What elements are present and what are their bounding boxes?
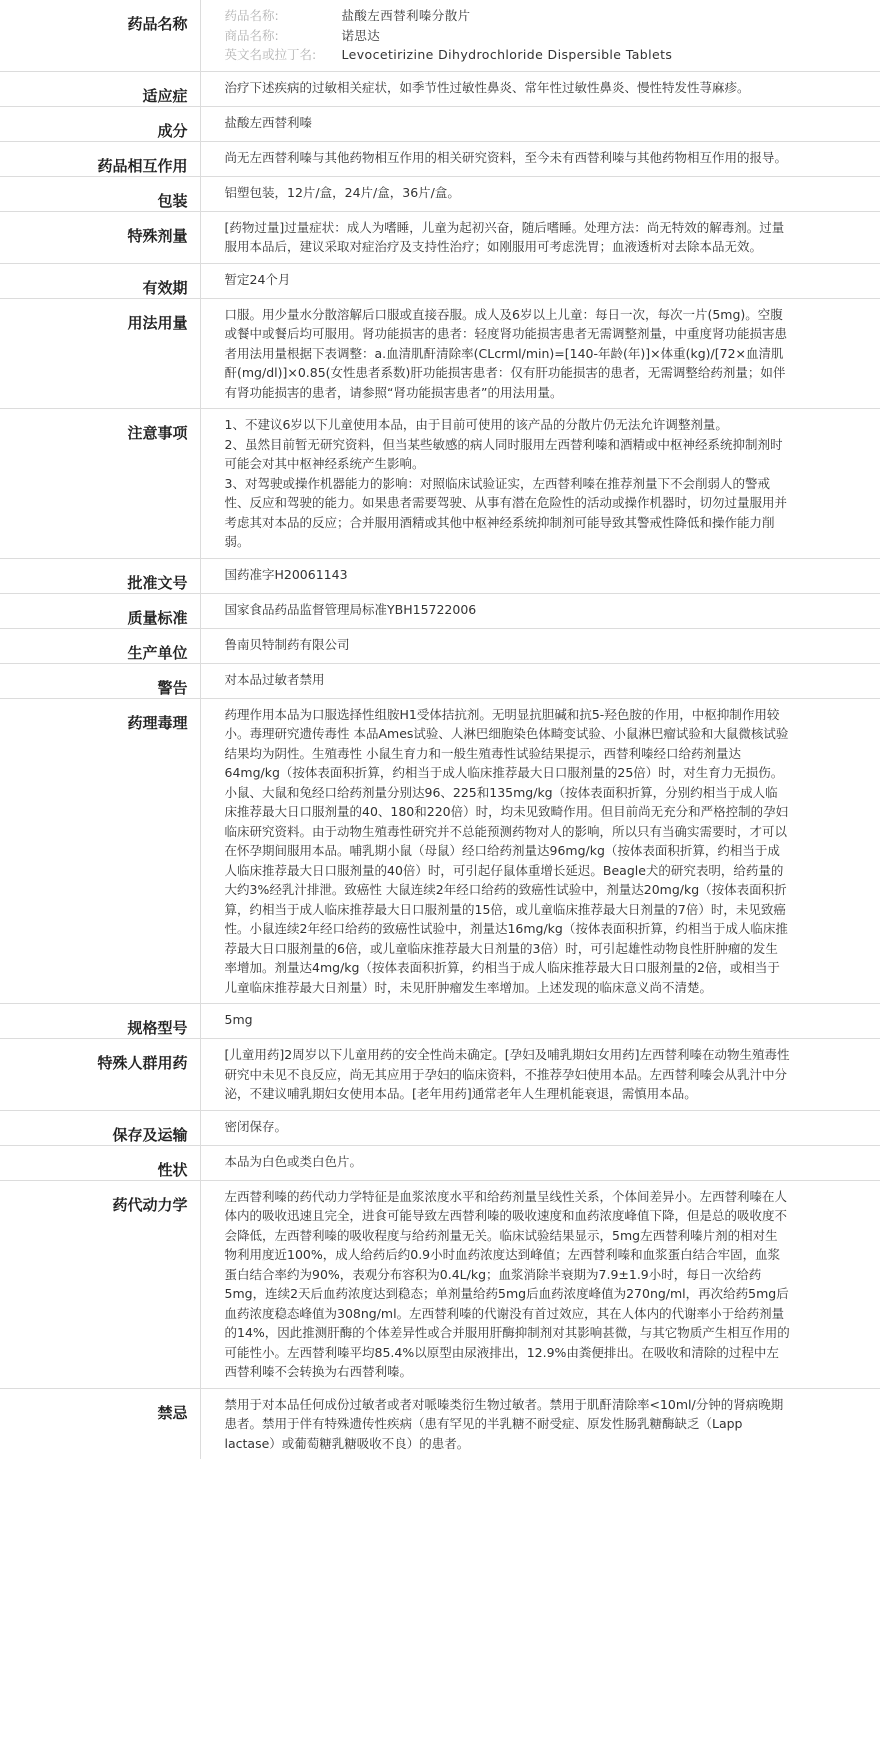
row-value	[200, 1110, 880, 1145]
row-value-drug-name	[200, 0, 880, 71]
row-paragraph: 对本品过敏者禁用	[224, 671, 325, 687]
row-label: 生产单位	[0, 628, 200, 663]
row-label: 质量标准	[0, 593, 200, 628]
spec-row	[0, 1180, 880, 1388]
spec-row	[0, 698, 880, 1004]
row-value	[200, 409, 880, 559]
row-value	[200, 106, 880, 141]
row-paragraph: 口服。用少量水分散溶解后口服或直接吞服。成人及6岁以上儿童：每日一次，每次一片(5mg)。空腹或餐中或餐后均可服用。肾功能损害的患者：轻度肾功能损害患者无需调整剂量，中重度肾功能损害患者用法用量根据下表调整：a.血清肌酐清除率(CLcrml/min)=[140-年龄(年)]×体重(kg)/[72×血清肌酐(mg/dl)]×0.85(女性患者系数)肝功能损害患者：仅有肝功能损害的患者，无需调整给药剂量；如伴有肾功能损害的患者，请参照“肾功能损害患者”的用法用量。	[224, 306, 788, 400]
row-paragraph: 5mg	[224, 1012, 253, 1027]
row-value	[200, 628, 880, 663]
row-paragraph: 左西替利嗪的药代动力学特征是血浆浓度水平和给药剂量呈线性关系，个体间差异小。左西替利嗪在人体内的吸收迅速且完全，进食可能导致左西替利嗪的吸收速度和血药浓度峰值下降，但是总的吸收度不会降低，左西替利嗪的吸收程度与给药剂量无关。临床试验结果显示，5mg左西替利嗪片剂的相对生物利用度近100%，成人给药后约0.9小时血药浓度达到峰值；左西替利嗪和血浆蛋白结合牢固，血浆蛋白结合率约为90%，表观分布容积为0.4L/kg；血浆消除半衰期为7.9±1.9小时，每日一次给药5mg，连续2天后血药浓度达到稳态；单剂量给药5mg后血药浓度峰值为270ng/ml，再次给药5mg后血药浓度稳态峰值为308ng/ml。左西替利嗪的代谢没有首过效应，其在人体内的代谢率小于给药剂量的14%，因此推测肝酶的个体差异性或合并服用肝酶抑制剂对其影响甚微，与其它物质产生相互作用的可能性小。左西替利嗪平均85.4%以原型由尿液排出，12.9%由粪便排出。在吸收和清除的过程中左西替利嗪不会转换为右西替利嗪。	[224, 1188, 790, 1379]
english-name-key: 英文名或拉丁名:	[224, 47, 317, 62]
row-value	[200, 211, 880, 263]
row-paragraph: 暂定24个月	[224, 271, 291, 287]
brand-name-line	[225, 26, 791, 46]
row-label: 药理毒理	[0, 698, 200, 1004]
generic-name-key: 药品名称:	[224, 8, 279, 23]
row-value	[200, 1180, 880, 1388]
row-value	[200, 558, 880, 593]
row-label: 包装	[0, 176, 200, 211]
row-value	[200, 298, 880, 409]
row-paragraph: 国药准字H20061143	[224, 566, 348, 582]
row-label: 药品相互作用	[0, 141, 200, 176]
spec-row	[0, 628, 880, 663]
row-label: 警告	[0, 663, 200, 698]
row-label: 用法用量	[0, 298, 200, 409]
row-label: 特殊人群用药	[0, 1039, 200, 1111]
row-label: 批准文号	[0, 558, 200, 593]
generic-name-value: 盐酸左西替利嗪分散片	[341, 8, 471, 23]
row-label: 药代动力学	[0, 1180, 200, 1388]
row-value	[200, 593, 880, 628]
row-value	[200, 1004, 880, 1039]
row-label: 适应症	[0, 71, 200, 106]
row-paragraph: 治疗下述疾病的过敏相关症状，如季节性过敏性鼻炎、常年性过敏性鼻炎、慢性特发性荨麻疹。	[224, 79, 750, 95]
row-value	[200, 663, 880, 698]
spec-row	[0, 176, 880, 211]
row-paragraph: 国家食品药品监督管理局标准YBH15722006	[224, 601, 477, 617]
spec-row	[0, 211, 880, 263]
spec-row	[0, 141, 880, 176]
row-paragraph: 禁用于对本品任何成份过敏者或者对哌嗪类衍生物过敏者。禁用于肌酐清除率<10ml/分钟的肾病晚期患者。禁用于伴有特殊遗传性疾病（患有罕见的半乳糖不耐受症、原发性肠乳糖酶缺乏（Lapp lactase）或葡萄糖乳糖吸收不良）的患者。	[224, 1396, 784, 1451]
row-paragraph: [药物过量]过量症状：成人为嗜睡，儿童为起初兴奋，随后嗜睡。处理方法：尚无特效的解毒剂。过量服用本品后，建议采取对症治疗及支持性治疗；如刚服用可考虑洗胃；血液透析对去除本品无效。	[224, 219, 785, 254]
row-paragraph: 密闭保存。	[224, 1118, 288, 1134]
spec-row	[0, 1145, 880, 1180]
spec-row	[0, 409, 880, 559]
row-label: 性状	[0, 1145, 200, 1180]
row-value	[200, 1145, 880, 1180]
brand-name-key: 商品名称:	[224, 27, 279, 43]
spec-row	[0, 593, 880, 628]
row-label: 成分	[0, 106, 200, 141]
row-paragraph: 药理作用本品为口服选择性组胺H1受体拮抗剂。无明显抗胆碱和抗5-羟色胺的作用，中枢抑制作用较小。毒理研究遗传毒性 本品Ames试验、人淋巴细胞染色体畸变试验、小鼠淋巴瘤试验和大鼠微核试验结果均为阴性。生殖毒性 小鼠生育力和一般生殖毒性试验结果提示，西替利嗪经口给药剂量达64mg/kg（按体表面积折算，约相当于成人临床推荐最大日口服剂量的25倍）时，对生育力无损伤。小鼠、大鼠和兔经口给药剂量分别达96、225和135mg/kg（按体表面积折算，分别约相当于成人临床推荐最大日口服剂量的40、180和220倍）时，均未见致畸作用。但目前尚无充分和严格控制的孕妇临床研究资料。由于动物生殖毒性研究并不总能预测药物对人的影响，所以只有当确实需要时，才可以在怀孕期间服用本品。哺乳期小鼠（母鼠）经口给药剂量达96mg/kg（按体表面积折算，约相当于成人临床推荐最大日口服剂量的40倍）时，可引起仔鼠体重增长延迟。Beagle犬的研究表明，给药量的大约3%经乳汁排泄。致癌性 大鼠连续2年经口给药的致癌性试验中，剂量达20mg/kg（按体表面积折算，约相当于成人临床推荐最大日口服剂量的15倍，或儿童临床推荐最大日剂量的7倍）时，未见致癌性。小鼠连续2年经口给药的致癌性试验中，剂量达16mg/kg（按体表面积折算，约相当于成人临床推荐最大日口服剂量的6倍，或儿童临床推荐最大日剂量的3倍）时，可引起雄性动物良性肝肿瘤的发生率增加。剂量达4mg/kg（按体表面积折算，约相当于成人临床推荐最大日口服剂量的2倍，或相当于儿童临床推荐最大日剂量）时，未见肝肿瘤发生率增加。上述发现的临床意义尚不清楚。	[224, 706, 789, 995]
row-value	[200, 71, 880, 106]
row-value	[200, 1388, 880, 1459]
row-value	[200, 176, 880, 211]
generic-name-line	[225, 6, 791, 26]
english-name-value: Levocetirizine Dihydrochloride Dispersible Tablets	[341, 47, 673, 62]
english-name-line	[225, 45, 791, 65]
row-paragraph: 1、不建议6岁以下儿童使用本品，由于目前可使用的该产品的分散片仍无法允许调整剂量。	[224, 417, 728, 432]
row-paragraph: 本品为白色或类白色片。	[224, 1153, 363, 1169]
spec-row	[0, 558, 880, 593]
row-label: 特殊剂量	[0, 211, 200, 263]
row-label: 有效期	[0, 263, 200, 298]
spec-row	[0, 263, 880, 298]
spec-row	[0, 1004, 880, 1039]
row-label-drug-name: 药品名称	[0, 0, 200, 71]
spec-row	[0, 663, 880, 698]
spec-row	[0, 1039, 880, 1111]
row-value	[200, 263, 880, 298]
row-paragraph: 2、虽然目前暂无研究资料，但当某些敏感的病人同时服用左西替利嗪和酒精或中枢神经系统抑制剂时可能会对其中枢神经系统产生影响。	[224, 436, 783, 471]
brand-name-value: 诺思达	[341, 27, 381, 43]
row-paragraph: 尚无左西替利嗪与其他药物相互作用的相关研究资料，至今未有西替利嗪与其他药物相互作用的报导。	[224, 149, 788, 165]
spec-row	[0, 106, 880, 141]
row-value	[200, 141, 880, 176]
row-label: 禁忌	[0, 1388, 200, 1459]
spec-row	[0, 298, 880, 409]
row-drug-name	[0, 0, 880, 71]
row-label: 规格型号	[0, 1004, 200, 1039]
row-label: 注意事项	[0, 409, 200, 559]
row-paragraph: 鲁南贝特制药有限公司	[224, 636, 350, 652]
row-label: 保存及运输	[0, 1110, 200, 1145]
row-paragraph: 3、对驾驶或操作机器能力的影响：对照临床试验证实，左西替利嗪在推荐剂量下不会削弱人的警戒性、反应和驾驶的能力。如果患者需要驾驶、从事有潜在危险性的活动或操作机器时，切勿过量服用并考虑其对本品的反应；合并服用酒精或其他中枢神经系统抑制剂可能导致其警戒性降低和操作能力削弱。	[224, 475, 788, 549]
spec-row	[0, 1388, 880, 1459]
row-paragraph: 铝塑包装，12片/盒，24片/盒，36片/盒。	[224, 184, 460, 200]
row-paragraph: 盐酸左西替利嗪	[224, 114, 313, 130]
spec-row	[0, 1110, 880, 1145]
row-value	[200, 1039, 880, 1111]
row-paragraph: [儿童用药]2周岁以下儿童用药的安全性尚未确定。[孕妇及哺乳期妇女用药]左西替利嗪在动物生殖毒性研究中未见不良反应，尚无其应用于孕妇的临床资料，不推荐孕妇使用本品。左西替利嗪会从乳汁中分泌，不建议哺乳期妇女使用本品。[老年用药]通常老年人生理机能衰退，需慎用本品。	[224, 1047, 790, 1101]
spec-row	[0, 71, 880, 106]
row-value	[200, 698, 880, 1004]
